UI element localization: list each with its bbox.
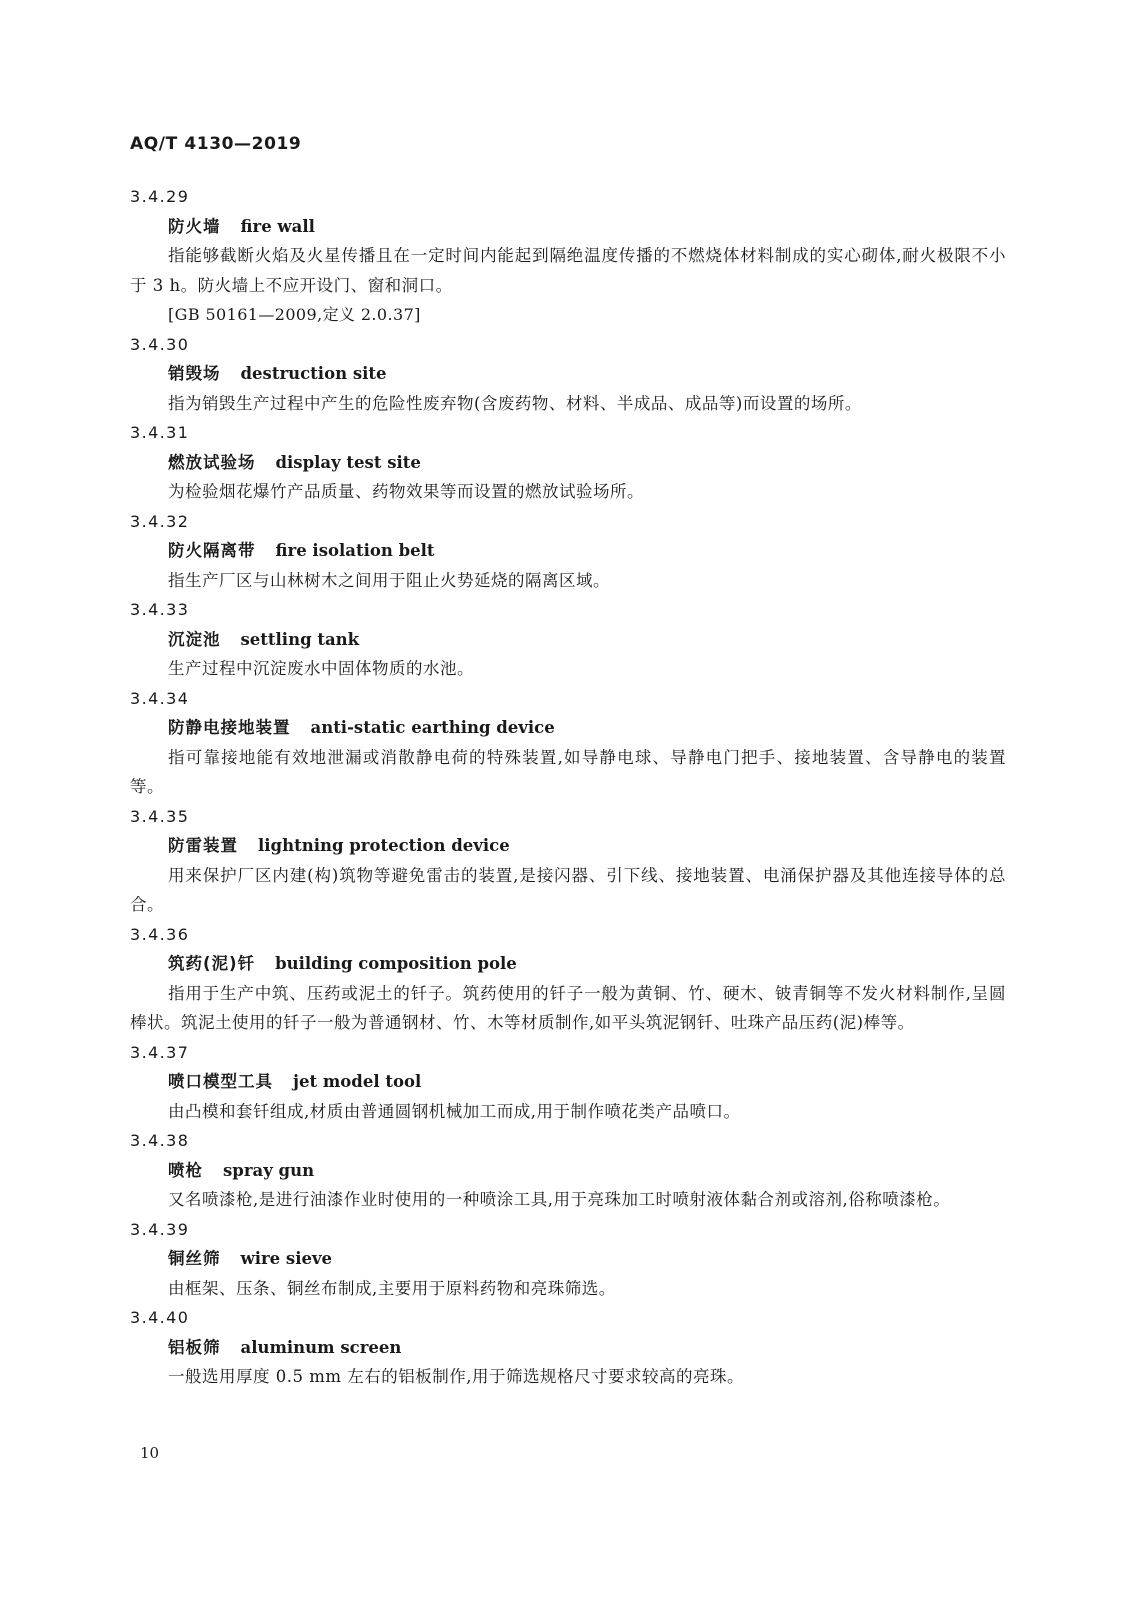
term-chinese: 防雷装置 — [168, 836, 238, 855]
terms-list — [130, 182, 1006, 1392]
term-english: spray gun — [223, 1160, 315, 1180]
term-english: anti-static earthing device — [310, 718, 555, 737]
term-definition: 指可靠接地能有效地泄漏或消散静电荷的特殊装置,如导静电球、导静电门把手、接地装置、含导静电的装置等。 — [130, 747, 1006, 796]
term-heading — [130, 536, 1006, 566]
term-heading — [130, 359, 1006, 389]
term-entry — [130, 595, 1006, 684]
term-chinese: 沉淀池 — [168, 629, 221, 649]
term-chinese: 防火墙 — [168, 216, 221, 236]
term-entry — [130, 802, 1006, 920]
term-number: 3.4.31 — [130, 423, 190, 442]
term-number: 3.4.29 — [130, 187, 190, 206]
term-english: display test site — [275, 452, 421, 472]
term-definition: 用来保护厂区内建(构)筑物等避免雷击的装置,是接闪器、引下线、接地装置、电涌保护器及其他连接导体的总合。 — [130, 865, 1006, 914]
term-number: 3.4.37 — [130, 1042, 190, 1062]
term-definition: 指能够截断火焰及火星传播且在一定时间内能起到隔绝温度传播的不燃烧体材料制成的实心砌体,耐火极限不小于 3 h。防火墙上不应开设门、窗和洞口。 — [130, 246, 1006, 295]
term-number: 3.4.32 — [130, 511, 190, 531]
term-number: 3.4.35 — [130, 806, 190, 826]
term-entry — [130, 1126, 1006, 1215]
document-code: AQ/T 4130—2019 — [130, 134, 302, 154]
term-definition: 指为销毁生产过程中产生的危险性废弃物(含废药物、材料、半成品、成品等)而设置的场所。 — [168, 393, 862, 413]
term-reference: [GB 50161—2009,定义 2.0.37] — [168, 305, 421, 324]
term-heading — [130, 1156, 1006, 1186]
term-heading — [130, 949, 1006, 979]
page-number: 10 — [140, 1444, 160, 1462]
term-heading — [130, 212, 1006, 242]
term-heading — [130, 1067, 1006, 1097]
term-english: wire sieve — [240, 1249, 333, 1268]
term-heading — [130, 831, 1006, 861]
term-heading — [130, 448, 1006, 478]
term-definition: 为检验烟花爆竹产品质量、药物效果等而设置的燃放试验场所。 — [168, 482, 644, 501]
term-entry — [130, 920, 1006, 1038]
term-number: 3.4.36 — [130, 924, 190, 944]
term-entry — [130, 1215, 1006, 1304]
term-number: 3.4.39 — [130, 1219, 190, 1239]
term-definition: 指用于生产中筑、压药或泥土的钎子。筑药使用的钎子一般为黄铜、竹、硬木、铍青铜等不发火材料制作,呈圆棒状。筑泥土使用的钎子一般为普通钢材、竹、木等材质制作,如平头筑泥钢钎、吐珠产品压药(泥)棒等。 — [130, 983, 1006, 1032]
term-heading — [130, 713, 1006, 743]
term-entry — [130, 684, 1006, 802]
term-chinese: 铜丝筛 — [168, 1249, 221, 1268]
term-english: destruction site — [240, 364, 387, 383]
term-english: lightning protection device — [258, 836, 510, 855]
term-heading — [130, 625, 1006, 655]
term-entry — [130, 1038, 1006, 1127]
term-definition: 由凸模和套钎组成,材质由普通圆钢机械加工而成,用于制作喷花类产品喷口。 — [168, 1101, 741, 1121]
term-entry — [130, 1303, 1006, 1392]
term-number: 3.4.34 — [130, 688, 190, 708]
term-english: building composition pole — [275, 954, 517, 973]
term-english: aluminum screen — [240, 1337, 402, 1357]
term-english: jet model tool — [293, 1072, 422, 1091]
term-number: 3.4.30 — [130, 334, 190, 354]
term-heading — [130, 1244, 1006, 1274]
term-number: 3.4.38 — [130, 1131, 190, 1150]
term-english: fire wall — [240, 216, 315, 236]
term-chinese: 筑药(泥)钎 — [168, 954, 256, 973]
term-entry — [130, 418, 1006, 507]
term-chinese: 铝板筛 — [168, 1337, 221, 1357]
term-chinese: 喷口模型工具 — [168, 1072, 273, 1091]
term-english: settling tank — [240, 629, 360, 649]
term-chinese: 燃放试验场 — [168, 452, 256, 472]
term-chinese: 喷枪 — [168, 1160, 203, 1180]
term-definition: 又名喷漆枪,是进行油漆作业时使用的一种喷涂工具,用于亮珠加工时喷射液体黏合剂或溶剂,俗称喷漆枪。 — [168, 1190, 951, 1209]
term-english: fire isolation belt — [275, 541, 435, 560]
term-definition: 生产过程中沉淀废水中固体物质的水池。 — [168, 659, 474, 678]
term-definition: 由框架、压条、铜丝布制成,主要用于原料药物和亮珠筛选。 — [168, 1278, 616, 1298]
term-entry — [130, 507, 1006, 596]
term-chinese: 防静电接地装置 — [168, 718, 291, 737]
term-heading — [130, 1333, 1006, 1363]
term-entry — [130, 182, 1006, 330]
term-number: 3.4.33 — [130, 600, 190, 619]
term-chinese: 销毁场 — [168, 364, 221, 383]
term-entry — [130, 330, 1006, 419]
term-chinese: 防火隔离带 — [168, 541, 256, 560]
term-definition: 指生产厂区与山林树木之间用于阻止火势延烧的隔离区域。 — [168, 570, 610, 590]
term-number: 3.4.40 — [130, 1308, 190, 1327]
term-definition: 一般选用厚度 0.5 mm 左右的铝板制作,用于筛选规格尺寸要求较高的亮珠。 — [168, 1367, 745, 1386]
